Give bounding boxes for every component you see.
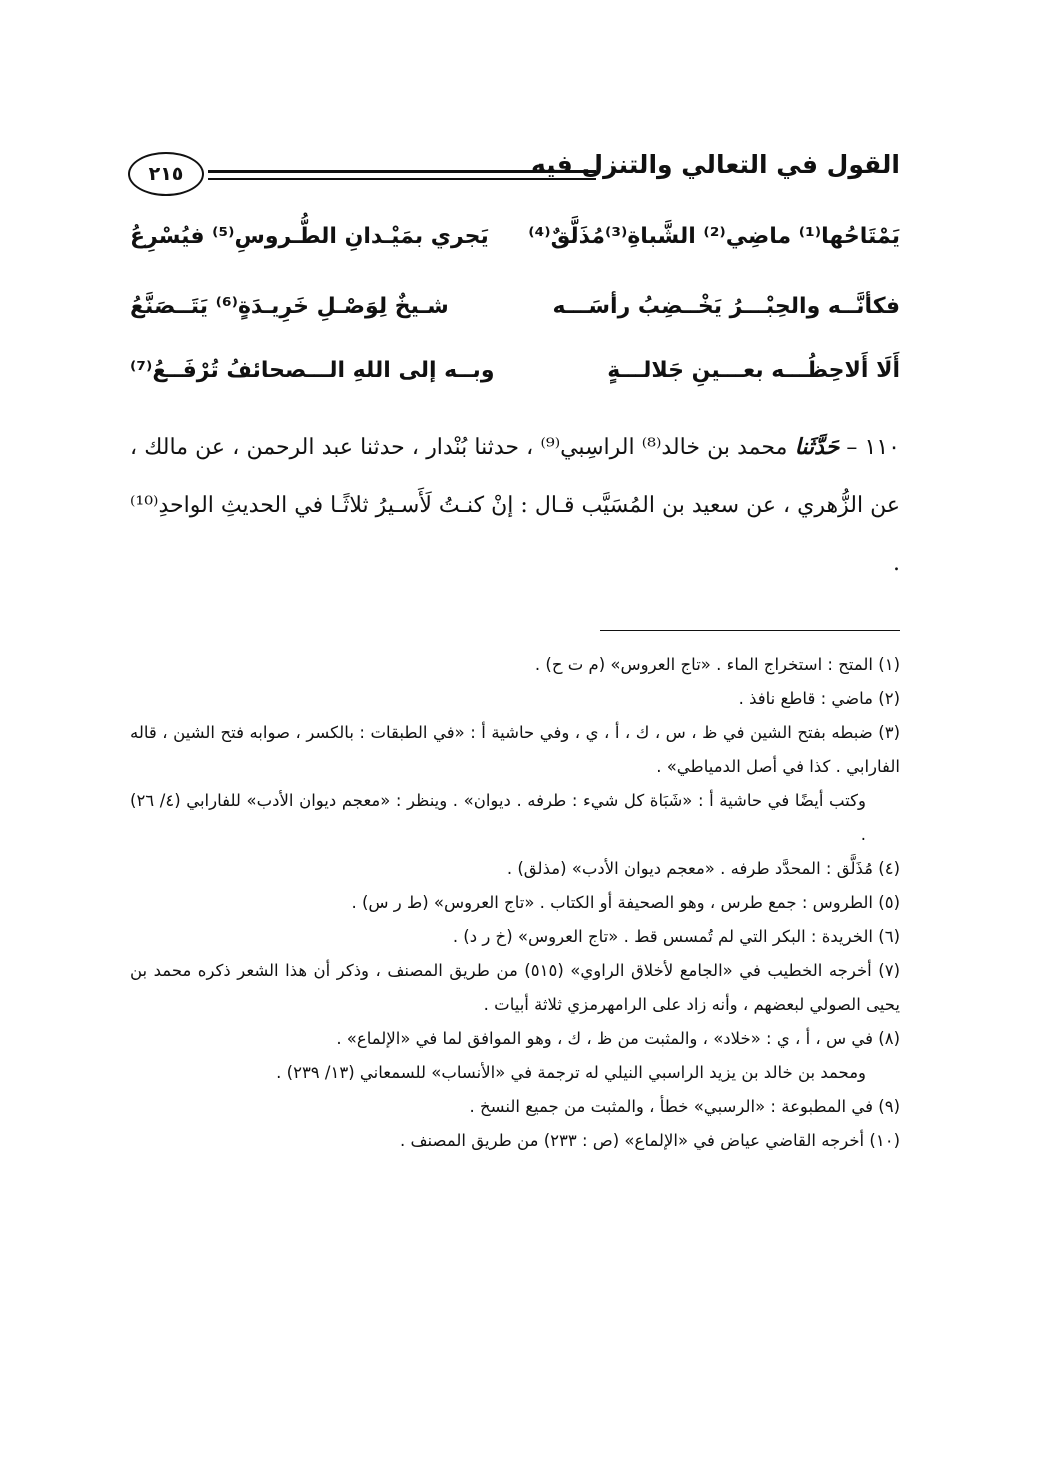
hadith-text bbox=[130, 418, 900, 593]
verse-2-first-hemistich: فكأنَّــه والحِبْـــرُ يَخْــضِبُ رأسَـــه bbox=[552, 294, 900, 319]
hadith-number: ١١٠ – bbox=[846, 435, 900, 460]
footnote-9: (٩) في المطبوعة : «الرسبي» خطأ ، والمثبت من جميع النسخ . bbox=[469, 1097, 900, 1116]
footnote-7: (٧) أخرجه الخطيب في «الجامع لأخلاق الراوي» (٥١٥) من طريق المصنف ، وذكر أن هذا الشعر ذكره محمد بن يحيى الصولي لبعضهم ، وأنه زاد على الرامهرمزي ثلاثة أبيات . bbox=[130, 961, 900, 1014]
verse-3-second-hemistich: وبــه إلى اللهِ الـــصحائفُ تُرْفَــعُ⁽⁷⁾ bbox=[130, 358, 495, 383]
chapter-title: القول في التعالي والتنزل فيه bbox=[530, 150, 900, 179]
footnote-1: (١) المتح : استخراج الماء . «تاج العروس» (م ت ح) . bbox=[534, 655, 900, 674]
footnote-5: (٥) الطروس : جمع طرس ، وهو الصحيفة أو الكتاب . «تاج العروس» (ط ر س) . bbox=[351, 893, 900, 912]
verse-1-first-hemistich: يَمْتَاحُها⁽¹⁾ ماضِي⁽²⁾ الشَّباةِ⁽³⁾مُذَلَّقٌ⁽⁴⁾ bbox=[528, 224, 900, 249]
footnote-8-continuation: ومحمد بن خالد بن يزيد الراسبي النيلي له ترجمة في «الأنساب» للسمعاني (١٣/ ٢٣٩) . bbox=[276, 1063, 866, 1082]
verse-2 bbox=[130, 286, 900, 342]
footnote-6: (٦) الخريدة : البكر التي لم تُمسس قط . «تاج العروس» (خ ر د) . bbox=[452, 927, 900, 946]
footnote-3-continuation: وكتب أيضًا في حاشية أ : «شَبَاة كل شيء : طرفه . ديوان» . وينظر : «معجم ديوان الأدب» للفارابي (٤/ ٢٦) . bbox=[130, 791, 866, 844]
verse-3-first-hemistich: أَلَا أَلاحِظُـــه بعـــينِ جَلالـــةٍ bbox=[607, 358, 900, 383]
hadith-body: محمد بن خالد⁽⁸⁾ الراسِبي⁽⁹⁾ ، حدثنا بُنْدار ، حدثنا عبد الرحمن ، عن مالك ، عن الزُّهري ، عن سعيد بن المُسَيَّب قـال : إنْ كنـتُ لَأَسـيرُ ثلاثًـا في الحديثِ الواحدِ⁽¹⁰⁾ . bbox=[130, 435, 900, 576]
footnote-8: (٨) في س ، أ ، ي : «خلاد» ، والمثبت من ظ ، ك ، وهو الموافق لما في «الإلماع» . bbox=[336, 1029, 900, 1048]
footnote-10: (١٠) أخرجه القاضي عياض في «الإلماع» (ص : ٢٣٣) من طريق المصنف . bbox=[399, 1131, 900, 1150]
footnote-4: (٤) مُذَلَّق : المحدَّد طرفه . «معجم ديوان الأدب» (مذلق) . bbox=[506, 859, 900, 878]
haddathana-word: حَدَّثَنا bbox=[794, 434, 840, 460]
verse-1 bbox=[130, 216, 900, 272]
page-number: ٢١٥ bbox=[128, 152, 204, 196]
footnote-3: (٣) ضبطه بفتح الشين في ظ ، س ، ك ، أ ، ي ، وفي حاشية أ : «في الطبقات : بالكسر ، صوابه فتح الشين ، قاله الفارابي . كذا في أصل الدمياطي» . bbox=[130, 723, 900, 776]
footnotes bbox=[130, 648, 900, 1158]
footnote-2: (٢) ماضي : قاطع نافذ . bbox=[738, 689, 900, 708]
verse-2-second-hemistich: شـيخٌ لِوَصْـلِ خَرِيـدَةٍ⁽⁶⁾ يَتَــصَنَّعُ bbox=[130, 294, 449, 319]
footnote-separator bbox=[600, 630, 900, 631]
page-header bbox=[128, 150, 900, 202]
verse-1-second-hemistich: يَجري بمَيْـدانِ الطُّـروسِ⁽⁵⁾ فيُسْرِعُ bbox=[130, 224, 489, 249]
verse-3 bbox=[130, 350, 900, 406]
